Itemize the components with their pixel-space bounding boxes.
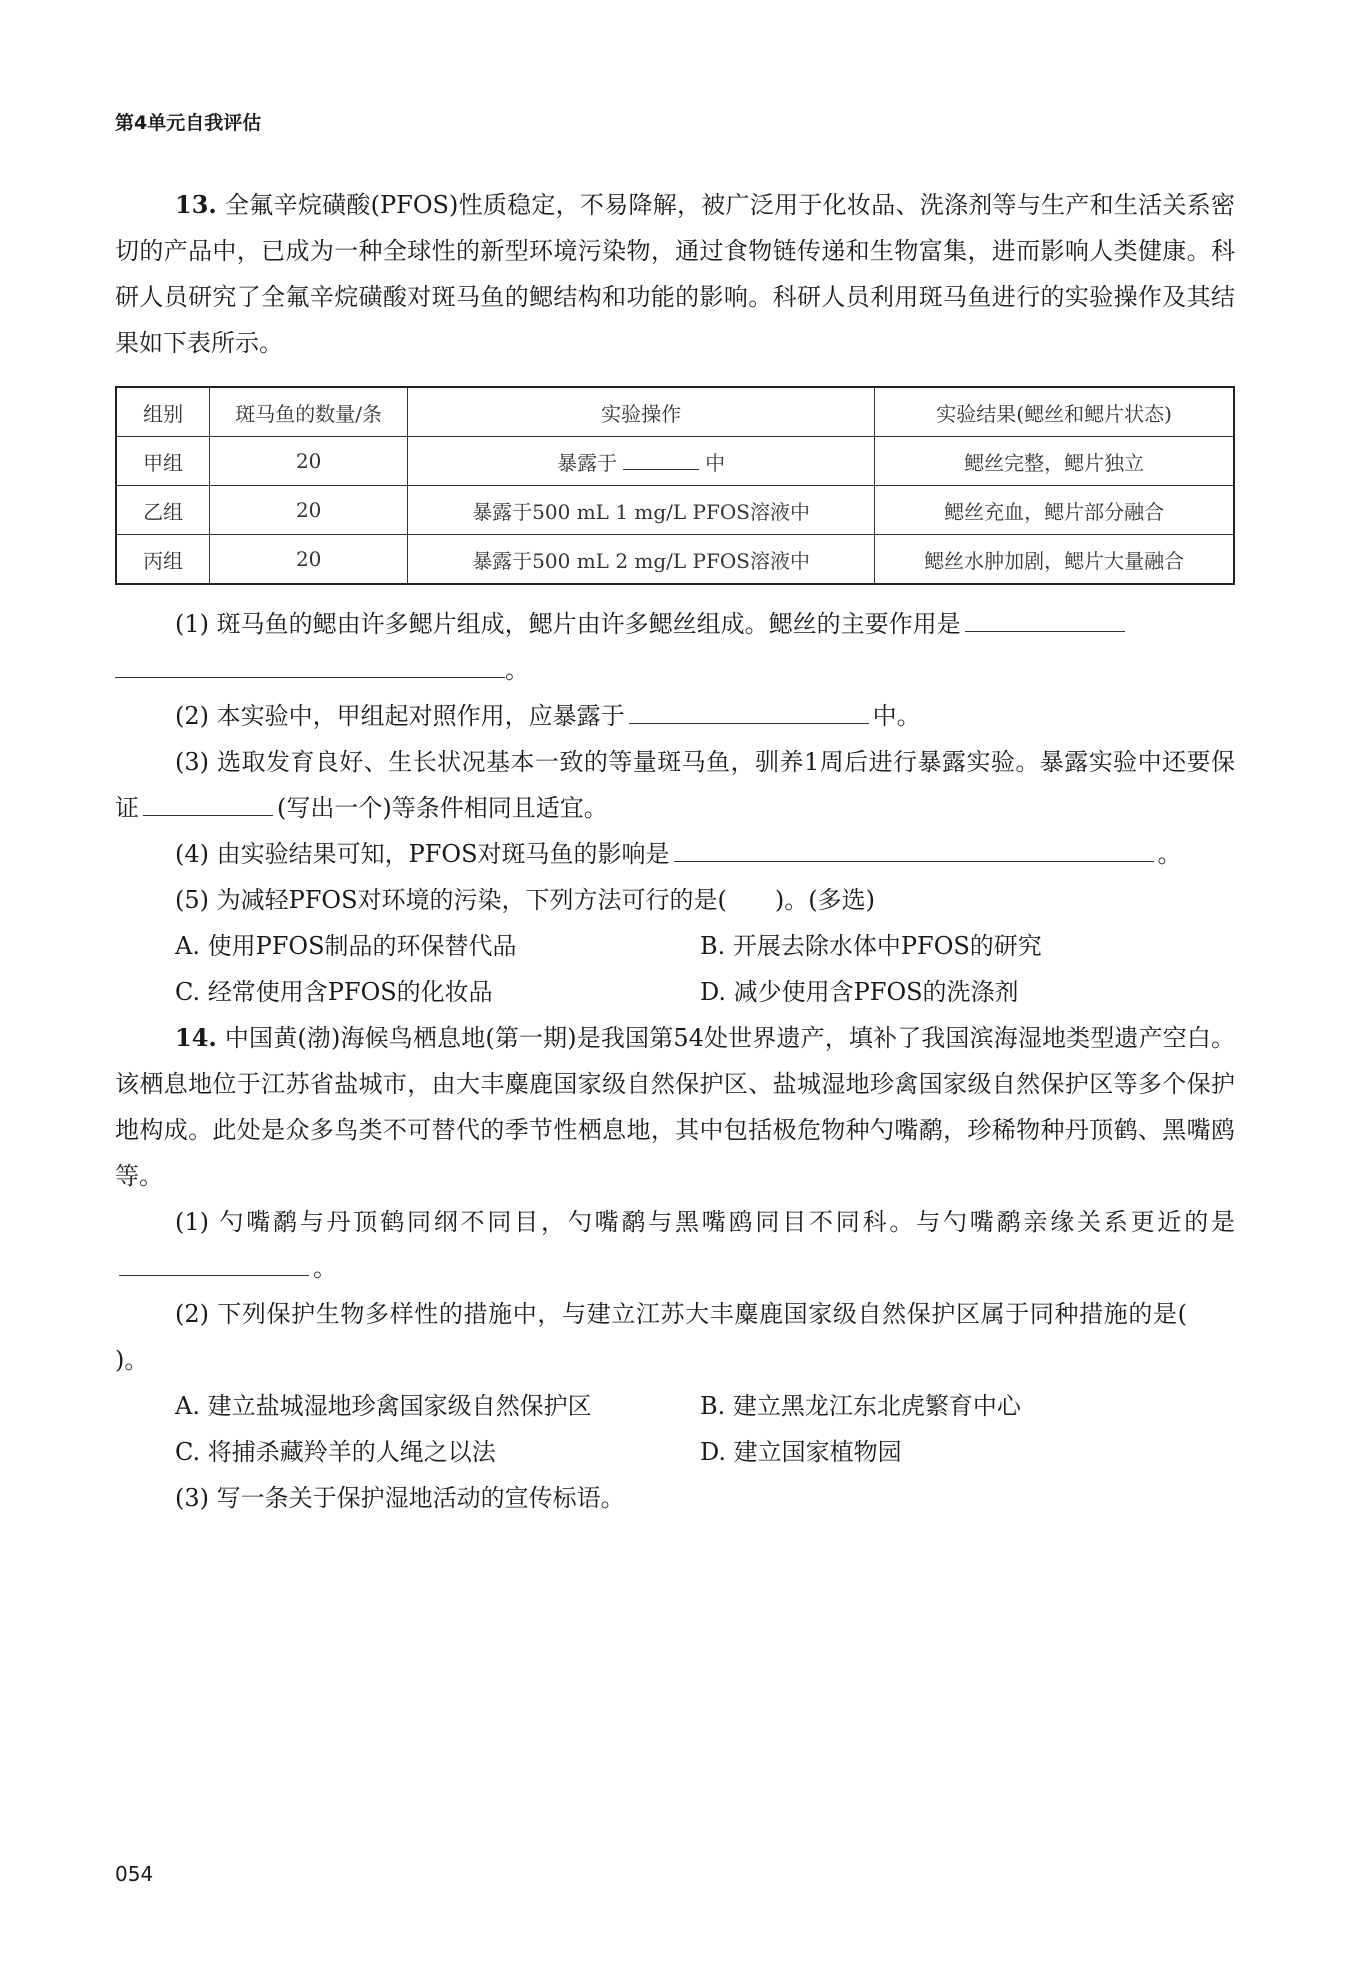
row-result: 鳃丝水肿加剧，鳃片大量融合 <box>875 535 1234 585</box>
q14-options <box>115 1383 1235 1475</box>
q13-sub3-end: (写出一个)等条件相同且适宜。 <box>277 794 608 822</box>
q14-sub3: (3) 写一条关于保护湿地活动的宣传标语。 <box>175 1484 625 1512</box>
table-row <box>116 437 1234 486</box>
q14-sub2-end: )。 <box>115 1346 149 1374</box>
option-a: A. 建立盐城湿地珍禽国家级自然保护区 <box>175 1392 592 1420</box>
table-header-row <box>116 387 1234 437</box>
q14-sub1 <box>115 1199 1235 1291</box>
row-group: 丙组 <box>116 535 210 585</box>
q13-sub4 <box>115 831 1235 877</box>
answer-blank[interactable] <box>674 839 1154 862</box>
q13-sub4-end: 。 <box>1157 840 1182 868</box>
row-group: 甲组 <box>116 437 210 486</box>
answer-blank[interactable] <box>965 609 1125 632</box>
q13-sub5-end: )。(多选) <box>774 886 875 914</box>
answer-blank[interactable] <box>143 793 273 816</box>
q13-sub5 <box>115 877 1235 923</box>
q14-sub1-text: (1) 勺嘴鹬与丹顶鹤同纲不同目，勺嘴鹬与黑嘴鸥同目不同科。与勺嘴鹬亲缘关系更近的是 <box>175 1208 1235 1236</box>
option-b: B. 建立黑龙江东北虎繁育中心 <box>700 1392 1021 1420</box>
option-c: C. 将捕杀藏羚羊的人绳之以法 <box>175 1438 496 1466</box>
q13-sub2-end: 中。 <box>872 702 921 730</box>
q13-stem <box>115 182 1235 366</box>
q14-stem-text: 中国黄(渤)海候鸟栖息地(第一期)是我国第54处世界遗产，填补了我国滨海湿地类型遗产空白。该栖息地位于江苏省盐城市，由大丰麋鹿国家级自然保护区、盐城湿地珍禽国家级自然保护区等多个保护地构成。此处是众多鸟类不可替代的季节性栖息地，其中包括极危物种勺嘴鹬，珍稀物种丹顶鹤、黑嘴鸥等。 <box>115 1024 1235 1190</box>
q13-sub1 <box>115 601 1235 647</box>
q13-sub2 <box>115 693 1235 739</box>
row-operation: 暴露于500 mL 1 mg/L PFOS溶液中 <box>408 486 875 535</box>
q13-stem-text: 全氟辛烷磺酸(PFOS)性质稳定，不易降解，被广泛用于化妆品、洗涤剂等与生产和生活关系密切的产品中，已成为一种全球性的新型环境污染物，通过食物链传递和生物富集，进而影响人类健康。科研人员研究了全氟辛烷磺酸对斑马鱼的鳃结构和功能的影响。科研人员利用斑马鱼进行的实验操作及其结果如下表所示。 <box>115 191 1235 357</box>
row-operation: 暴露于500 mL 2 mg/L PFOS溶液中 <box>408 535 875 585</box>
experiment-table <box>115 386 1235 585</box>
header-operation: 实验操作 <box>408 387 875 437</box>
op-before: 暴露于 <box>557 450 618 475</box>
q13-sub2-text: (2) 本实验中，甲组起对照作用，应暴露于 <box>175 702 625 730</box>
row-result: 鳃丝完整，鳃片独立 <box>875 437 1234 486</box>
row-group: 乙组 <box>116 486 210 535</box>
q13-sub1-cont <box>115 647 1235 693</box>
table-row <box>116 486 1234 535</box>
q13-options <box>115 923 1235 1015</box>
table-row <box>116 535 1234 585</box>
answer-blank[interactable] <box>623 447 699 470</box>
q14-sub1-end: 。 <box>313 1254 337 1282</box>
answer-blank[interactable] <box>115 655 505 678</box>
option-b: B. 开展去除水体中PFOS的研究 <box>700 932 1042 960</box>
q14-sub2 <box>115 1291 1235 1383</box>
row-count: 20 <box>210 486 408 535</box>
op-after: 中 <box>705 450 726 475</box>
header-result: 实验结果(鳃丝和鳃片状态) <box>875 387 1234 437</box>
q13-sub5-text: (5) 为减轻PFOS对环境的污染，下列方法可行的是( <box>175 886 727 914</box>
page-number: 054 <box>115 1862 154 1886</box>
option-c: C. 经常使用含PFOS的化妆品 <box>175 978 493 1006</box>
row-count: 20 <box>210 535 408 585</box>
q13-sub3-text: (3) 选取发育良好、生长状况基本一致的等量斑马鱼，驯养1周后进行暴露实验。暴露实验中还要保证 <box>115 748 1235 822</box>
q13-sub1-end: 。 <box>505 656 529 684</box>
q13-number: 13. <box>175 190 217 219</box>
q14-number: 14. <box>175 1023 217 1052</box>
header-group: 组别 <box>116 387 210 437</box>
header-count: 斑马鱼的数量/条 <box>210 387 408 437</box>
unit-title: 第4单元自我评估 <box>115 112 262 134</box>
answer-blank[interactable] <box>119 1253 309 1276</box>
row-count: 20 <box>210 437 408 486</box>
answer-blank[interactable] <box>629 701 869 724</box>
q14-stem <box>115 1015 1235 1199</box>
option-a: A. 使用PFOS制品的环保替代品 <box>175 932 517 960</box>
q13-sub3 <box>115 739 1235 831</box>
option-d: D. 建立国家植物园 <box>700 1438 902 1466</box>
row-operation <box>408 437 875 486</box>
q14-sub2-text: (2) 下列保护生物多样性的措施中，与建立江苏大丰麋鹿国家级自然保护区属于同种措施的是( <box>175 1300 1187 1328</box>
row-result: 鳃丝充血，鳃片部分融合 <box>875 486 1234 535</box>
q13-sub1-text: (1) 斑马鱼的鳃由许多鳃片组成，鳃片由许多鳃丝组成。鳃丝的主要作用是 <box>175 610 961 638</box>
q13-sub4-text: (4) 由实验结果可知，PFOS对斑马鱼的影响是 <box>175 840 670 868</box>
option-d: D. 减少使用含PFOS的洗涤剂 <box>700 978 1019 1006</box>
content <box>115 182 1235 1521</box>
